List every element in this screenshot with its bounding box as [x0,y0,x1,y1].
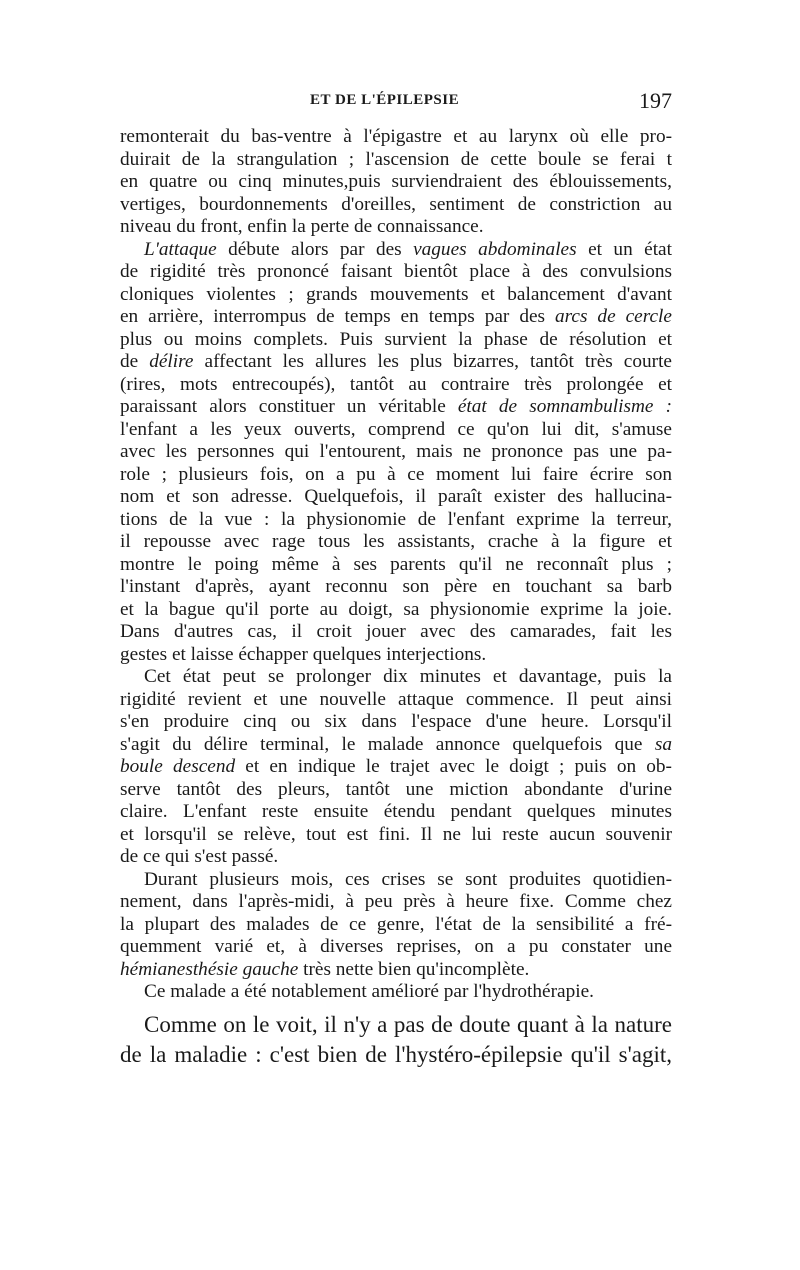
running-title: ET DE L'ÉPILEPSIE [310,92,460,108]
text-line [120,689,672,712]
text-segment: de la maladie : c'est bien de l'hystéro-épilepsie qu'il s'agit, [120,1041,672,1067]
text-segment: de [120,351,150,372]
text-segment: duirait de la strangulation ; l'ascension de cette boule se ferai t [120,148,672,170]
text-segment: Durant plusieurs mois, ces crises se sont produites quotidien- [144,868,672,890]
text-segment: et en indique le trajet avec le doigt ; puis on ob- [235,756,672,777]
text-line [120,194,672,217]
text-line [120,509,672,532]
running-head [120,88,672,116]
text-segment: de ce qui s'est passé. [120,846,279,867]
text-line [120,554,672,577]
text-segment: serve tantôt des pleurs, tantôt une miction abondante d'urine [120,778,672,800]
text-line [120,419,672,442]
text-line [120,126,672,149]
text-line [120,171,672,194]
text-line [120,374,672,397]
text-segment: et un état [576,238,672,260]
text-segment: débute alors par des [216,238,414,260]
text-segment: en arrière, interrompus de temps en temps par des [120,306,555,327]
text-line [120,329,672,352]
text-segment: l'enfant a les yeux ouverts, comprend ce qu'on lui dit, s'amuse [120,418,672,440]
italic-text: L'attaque [144,238,217,260]
italic-text: état de somnambulisme : [457,396,672,417]
italic-text: vagues abdominales [413,238,577,260]
text-line [120,306,672,329]
text-line [120,396,672,419]
italic-text: délire [149,351,194,372]
text-line [120,1040,672,1070]
italic-text: sa [654,733,672,755]
text-line [120,261,672,284]
text-line [120,1010,672,1040]
text-segment: remonterait du bas-ventre à l'épigastre et au larynx où elle pro- [120,126,672,147]
text-segment: role ; plusieurs fois, on a pu à ce moment lui faire écrire son [120,463,672,485]
text-line [120,801,672,824]
text-segment: plus ou moins complets. Puis survient la phase de résolution et [120,328,672,350]
text-segment: nement, dans l'après-midi, à peu près à heure fixe. Comme chez [120,891,672,912]
text-line [120,149,672,172]
text-line [120,981,672,1004]
text-segment: avec les personnes qui l'entourent, mais ne prononce pas une pa- [120,441,672,462]
text-segment: Dans d'autres cas, il croit jouer avec des camarades, fait les [120,621,672,642]
text-segment: s'en produire cinq ou six dans l'espace d'une heure. Lorsqu'il [120,711,672,732]
text-line [120,621,672,644]
text-segment: et la bague qu'il porte au doigt, sa physionomie exprime la joie. [120,598,672,620]
text-line [120,441,672,464]
text-segment: et lorsqu'il se relève, tout est fini. Il ne lui reste aucun souvenir [120,823,672,845]
body-text [120,126,672,1070]
text-line [120,666,672,689]
text-line [120,644,672,667]
text-segment: s'agit du délire terminal, le malade annonce quelquefois que [120,733,655,755]
text-segment: Cet état peut se prolonger dix minutes et davantage, puis la [144,666,672,687]
text-segment: (rires, mots entrecoupés), tantôt au contraire très prolongée et [120,373,672,395]
text-line [120,239,672,262]
text-line [120,734,672,757]
text-line [120,779,672,802]
text-segment: de rigidité très prononcé faisant bientôt place à des convulsions [120,261,672,282]
text-segment: rigidité revient et une nouvelle attaque commence. Il peut ainsi [120,688,672,710]
text-segment: quemment varié et, à diverses reprises, on a pu constater une [120,936,672,957]
text-line [120,914,672,937]
text-line [120,891,672,914]
text-line [120,869,672,892]
text-segment: cloniques violentes ; grands mouvements et balancement d'avant [120,283,672,305]
text-line [120,351,672,374]
text-line [120,216,672,239]
text-segment: tions de la vue : la physionomie de l'enfant exprime la terreur, [120,508,672,530]
text-segment: en quatre ou cinq minutes,puis surviendraient des éblouissements, [120,171,672,192]
text-segment: la plupart des malades de ce genre, l'état de la sensibilité a fré- [120,913,672,935]
text-line [120,936,672,959]
text-segment: nom et son adresse. Quelquefois, il paraît exister des hallucina- [120,486,672,507]
text-line [120,486,672,509]
text-line [120,846,672,869]
text-segment: gestes et laisse échapper quelques interjections. [120,643,487,665]
text-line [120,464,672,487]
text-segment: Ce malade a été notablement amélioré par l'hydrothérapie. [144,981,594,1002]
page-number: 197 [639,88,672,113]
text-line [120,756,672,779]
text-line [120,959,672,982]
text-line [120,284,672,307]
text-line [120,531,672,554]
text-line [120,576,672,599]
text-line [120,711,672,734]
text-segment: vertiges, bourdonnements d'oreilles, sentiment de constriction au [120,193,672,215]
italic-text: arcs de cercle [554,306,672,327]
text-segment: paraissant alors constituer un véritable [120,396,458,417]
text-segment: Comme on le voit, il n'y a pas de doute quant à la nature [144,1011,672,1037]
text-segment: affectant les allures les plus bizarres, tantôt très courte [193,351,672,372]
text-segment: il repousse avec rage tous les assistants, crache à la figure et [120,531,672,552]
text-line [120,599,672,622]
text-line [120,824,672,847]
text-segment: montre le poing même à ses parents qu'il ne reconnaît plus ; [120,553,672,575]
text-segment: très nette bien qu'incomplète. [298,958,530,980]
italic-text: hémianesthésie gauche [120,958,299,980]
text-segment: niveau du front, enfin la perte de connaissance. [120,216,484,237]
text-segment: claire. L'enfant reste ensuite étendu pendant quelques minutes [120,801,672,822]
italic-text: boule descend [120,756,236,777]
text-segment: l'instant d'après, ayant reconnu son père en touchant sa barb [120,576,672,597]
